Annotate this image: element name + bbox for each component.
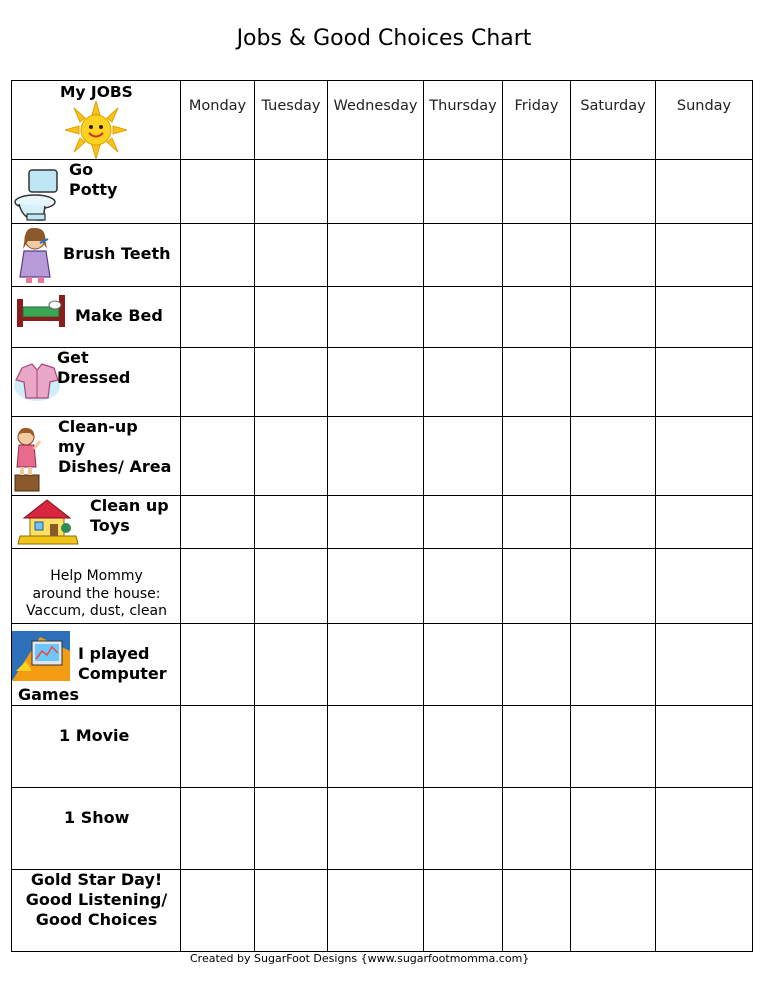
job-row-toys: [12, 496, 753, 549]
job-cell: [12, 549, 181, 623]
check-cell[interactable]: [181, 623, 255, 705]
job-cell: [12, 160, 181, 224]
check-cell[interactable]: [656, 869, 753, 951]
job-cell: [12, 287, 181, 348]
check-cell[interactable]: [656, 787, 753, 869]
girl-brushing-icon: [16, 227, 54, 285]
job-row-movie: [12, 705, 753, 787]
check-cell[interactable]: [328, 287, 424, 348]
check-cell[interactable]: [328, 224, 424, 287]
job-row-get-dressed: [12, 348, 753, 417]
check-cell[interactable]: [255, 348, 328, 417]
check-cell[interactable]: [328, 160, 424, 224]
check-cell[interactable]: [424, 549, 503, 623]
check-cell[interactable]: [571, 160, 656, 224]
check-cell[interactable]: [656, 287, 753, 348]
page-title: Jobs & Good Choices Chart: [236, 26, 532, 51]
check-cell[interactable]: [503, 787, 571, 869]
check-cell[interactable]: [255, 549, 328, 623]
day-header-thursday: Thursday: [424, 81, 503, 160]
check-cell[interactable]: [181, 417, 255, 496]
check-cell[interactable]: [571, 623, 656, 705]
check-cell[interactable]: [328, 705, 424, 787]
job-label: Make Bed: [75, 306, 163, 326]
check-cell[interactable]: [656, 348, 753, 417]
job-label: Go Potty: [69, 160, 118, 200]
check-cell[interactable]: [181, 549, 255, 623]
footer-credit: Created by SugarFoot Designs {www.sugarfootmomma.com}: [190, 952, 530, 965]
check-cell[interactable]: [656, 705, 753, 787]
job-row-brush-teeth: [12, 224, 753, 287]
check-cell[interactable]: [255, 224, 328, 287]
check-cell[interactable]: [503, 549, 571, 623]
girl-washing-dishes-icon: [12, 427, 42, 493]
check-cell[interactable]: [424, 417, 503, 496]
check-cell[interactable]: [571, 224, 656, 287]
check-cell[interactable]: [255, 496, 328, 549]
job-label: Help Mommy around the house: Vaccum, dust, clean: [26, 568, 167, 620]
check-cell[interactable]: [255, 287, 328, 348]
check-cell[interactable]: [503, 417, 571, 496]
check-cell[interactable]: [181, 224, 255, 287]
job-label-extra: Games: [18, 684, 79, 704]
check-cell[interactable]: [328, 549, 424, 623]
job-cell: [12, 705, 181, 787]
check-cell[interactable]: [181, 287, 255, 348]
job-label: Gold Star Day! Good Listening/ Good Choices: [25, 869, 168, 929]
check-cell[interactable]: [571, 705, 656, 787]
job-label: I played Computer: [78, 643, 167, 683]
check-cell[interactable]: [181, 869, 255, 951]
check-cell[interactable]: [181, 787, 255, 869]
job-cell: [12, 869, 181, 951]
check-cell[interactable]: [571, 549, 656, 623]
job-row-make-bed: [12, 287, 753, 348]
check-cell[interactable]: [255, 417, 328, 496]
job-cell: [12, 224, 181, 287]
job-cell: [12, 623, 181, 705]
day-header-tuesday: Tuesday: [255, 81, 328, 160]
day-header-friday: Friday: [503, 81, 571, 160]
check-cell[interactable]: [328, 496, 424, 549]
check-cell[interactable]: [255, 787, 328, 869]
job-label: Clean up Toys: [90, 496, 169, 536]
job-row-gold-star: [12, 869, 753, 951]
check-cell[interactable]: [503, 160, 571, 224]
job-label: 1 Show: [64, 807, 130, 827]
check-cell[interactable]: [656, 417, 753, 496]
toilet-icon: [13, 168, 61, 222]
sun-icon: [65, 101, 127, 159]
check-cell[interactable]: [503, 705, 571, 787]
check-cell[interactable]: [424, 224, 503, 287]
check-cell[interactable]: [424, 869, 503, 951]
check-cell[interactable]: [571, 287, 656, 348]
job-row-show: [12, 787, 753, 869]
check-cell[interactable]: [571, 496, 656, 549]
check-cell[interactable]: [656, 623, 753, 705]
check-cell[interactable]: [424, 705, 503, 787]
check-cell[interactable]: [328, 787, 424, 869]
check-cell[interactable]: [328, 417, 424, 496]
check-cell[interactable]: [656, 224, 753, 287]
day-header-monday: Monday: [181, 81, 255, 160]
chore-chart-table: [11, 80, 753, 952]
toy-house-icon: [16, 498, 80, 546]
job-row-dishes: [12, 417, 753, 496]
check-cell[interactable]: [503, 348, 571, 417]
check-cell[interactable]: [503, 623, 571, 705]
job-label: Brush Teeth: [63, 244, 171, 264]
check-cell[interactable]: [503, 869, 571, 951]
header-row: [12, 81, 753, 160]
computer-icon: [12, 631, 70, 681]
check-cell[interactable]: [328, 869, 424, 951]
check-cell[interactable]: [424, 623, 503, 705]
job-cell: [12, 496, 181, 549]
jobs-header-cell: [12, 81, 181, 160]
check-cell[interactable]: [571, 417, 656, 496]
check-cell[interactable]: [328, 348, 424, 417]
job-cell: [12, 417, 181, 496]
job-label: 1 Movie: [59, 725, 130, 745]
check-cell[interactable]: [656, 160, 753, 224]
check-cell[interactable]: [656, 496, 753, 549]
check-cell[interactable]: [181, 348, 255, 417]
check-cell[interactable]: [181, 160, 255, 224]
check-cell[interactable]: [571, 348, 656, 417]
check-cell[interactable]: [656, 549, 753, 623]
day-header-saturday: Saturday: [571, 81, 656, 160]
job-row-computer-games: [12, 623, 753, 705]
check-cell[interactable]: [424, 287, 503, 348]
check-cell[interactable]: [328, 623, 424, 705]
check-cell[interactable]: [571, 787, 656, 869]
clothes-icon: [12, 360, 62, 404]
bed-icon: [15, 295, 67, 329]
job-label: Clean-up my Dishes/ Area: [58, 417, 172, 477]
job-label: Get Dressed: [57, 348, 131, 388]
job-cell: [12, 787, 181, 869]
check-cell[interactable]: [571, 869, 656, 951]
check-cell[interactable]: [424, 496, 503, 549]
jobs-header-label: My JOBS: [60, 83, 133, 101]
check-cell[interactable]: [503, 224, 571, 287]
check-cell[interactable]: [424, 348, 503, 417]
day-header-sunday: Sunday: [656, 81, 753, 160]
check-cell[interactable]: [181, 705, 255, 787]
check-cell[interactable]: [181, 496, 255, 549]
job-row-potty: [12, 160, 753, 224]
check-cell[interactable]: [424, 160, 503, 224]
job-row-help-mommy: [12, 549, 753, 623]
check-cell[interactable]: [255, 623, 328, 705]
job-cell: [12, 348, 181, 417]
check-cell[interactable]: [255, 869, 328, 951]
check-cell[interactable]: [255, 160, 328, 224]
check-cell[interactable]: [424, 787, 503, 869]
check-cell[interactable]: [503, 287, 571, 348]
check-cell[interactable]: [503, 496, 571, 549]
day-header-wednesday: Wednesday: [328, 81, 424, 160]
check-cell[interactable]: [255, 705, 328, 787]
